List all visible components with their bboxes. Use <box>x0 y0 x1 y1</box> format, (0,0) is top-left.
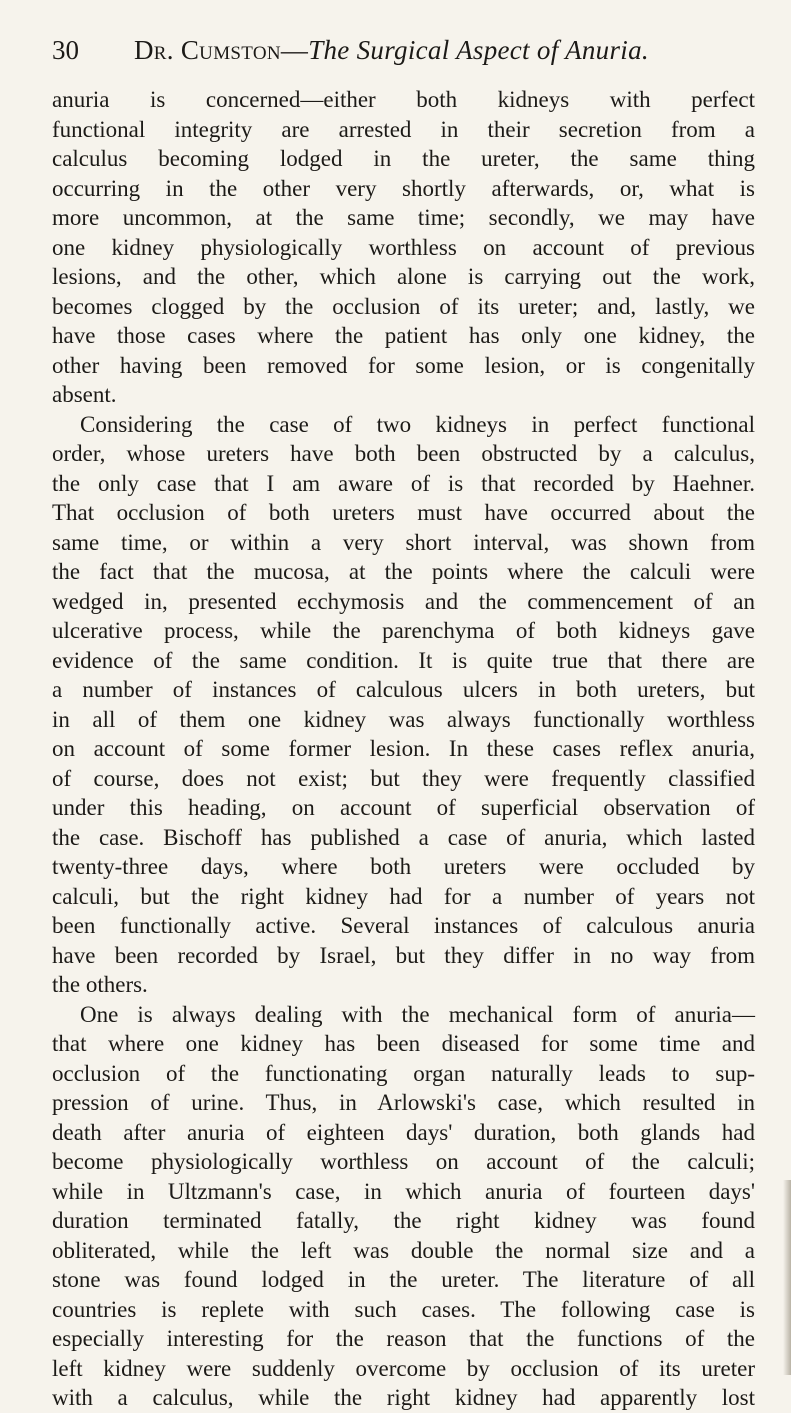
text-line: twenty-three days, where both ureters were occluded by <box>52 854 755 879</box>
text-line: lesions, and the other, which alone is carrying out the work, <box>52 264 755 289</box>
text-line: left kidney were suddenly overcome by occlusion of its ureter <box>52 1355 755 1381</box>
header-dash: — <box>280 35 309 65</box>
text-line: in all of them one kidney was always functionally worthless <box>52 706 755 732</box>
text-line: ulcerative process, while the parenchyma of both kidneys gave <box>52 618 755 643</box>
page-number: 30 <box>52 35 79 65</box>
text-line: other having been removed for some lesion, or is congenitally <box>52 352 755 378</box>
paragraph-start-line: One is always dealing with the mechanical form of anuria— <box>80 1001 755 1027</box>
text-line: one kidney physiologically worthless on account of previous <box>52 234 755 260</box>
text-line: on account of some former lesion. In these cases reflex anuria, <box>52 736 755 761</box>
text-line: more uncommon, at the same time; secondly, we may have <box>52 205 755 230</box>
text-line: functional integrity are arrested in their secretion from a <box>52 116 755 142</box>
header-title: The Surgical Aspect of Anuria. <box>308 35 649 65</box>
text-line: wedged in, presented ecchymosis and the commencement of an <box>52 588 755 614</box>
text-line: the others. <box>52 972 148 997</box>
text-line: anuria is concerned—either both kidneys with perfect <box>52 87 755 112</box>
running-title <box>134 30 649 70</box>
text-line: duration terminated fatally, the right kidney was found <box>52 1208 755 1233</box>
text-line: absent. <box>52 382 117 407</box>
text-line: order, whose ureters have both been obstructed by a calculus, <box>52 441 755 466</box>
text-line: becomes clogged by the occlusion of its ureter; and, lastly, we <box>52 293 755 319</box>
text-line: while in Ultzmann's case, in which anuria of fourteen days' <box>52 1178 755 1204</box>
text-line: countries is replete with such cases. The following case is <box>52 1296 755 1322</box>
text-line: especially interesting for the reason that the functions of the <box>52 1326 755 1351</box>
text-line: the only case that I am aware of is that recorded by Haehner. <box>52 470 755 496</box>
text-line: occurring in the other very shortly afterwards, or, what is <box>52 175 755 201</box>
header-author: Dr. Cumston <box>134 35 281 65</box>
text-line: the case. Bischoff has published a case of anuria, which lasted <box>52 824 755 850</box>
text-line: calculus becoming lodged in the ureter, the same thing <box>52 146 755 171</box>
text-line: that where one kidney has been diseased for some time and <box>52 1031 755 1056</box>
text-line: the fact that the mucosa, at the points where the calculi were <box>52 559 755 584</box>
body-text <box>52 85 755 1413</box>
text-line: under this heading, on account of superficial observation of <box>52 795 755 820</box>
text-line: become physiologically worthless on account of the calculi; <box>52 1149 755 1174</box>
text-line: evidence of the same condition. It is quite true that there are <box>52 647 755 673</box>
running-header <box>52 30 742 70</box>
text-line: occlusion of the functionating organ naturally leads to sup- <box>52 1060 755 1086</box>
text-line: calculi, but the right kidney had for a number of years not <box>52 883 755 909</box>
text-line: have those cases where the patient has only one kidney, the <box>52 323 755 348</box>
text-line: That occlusion of both ureters must have occurred about the <box>52 500 755 525</box>
paragraph-start-line: Considering the case of two kidneys in perfect functional <box>80 411 755 437</box>
text-line: same time, or within a very short interval, was shown from <box>52 529 755 555</box>
text-line: with a calculus, while the right kidney had apparently lost <box>52 1385 755 1410</box>
page-edge-shadow <box>783 1180 791 1375</box>
text-line: been functionally active. Several instances of calculous anuria <box>52 913 755 938</box>
text-line: have been recorded by Israel, but they differ in no way from <box>52 942 755 968</box>
text-line: a number of instances of calculous ulcers in both ureters, but <box>52 677 755 702</box>
text-line: pression of urine. Thus, in Arlowski's case, which resulted in <box>52 1090 755 1115</box>
text-line: of course, does not exist; but they were frequently classified <box>52 765 755 791</box>
text-line: stone was found lodged in the ureter. The literature of all <box>52 1267 755 1292</box>
text-line: death after anuria of eighteen days' duration, both glands had <box>52 1119 755 1145</box>
text-line: obliterated, while the left was double the normal size and a <box>52 1237 755 1263</box>
